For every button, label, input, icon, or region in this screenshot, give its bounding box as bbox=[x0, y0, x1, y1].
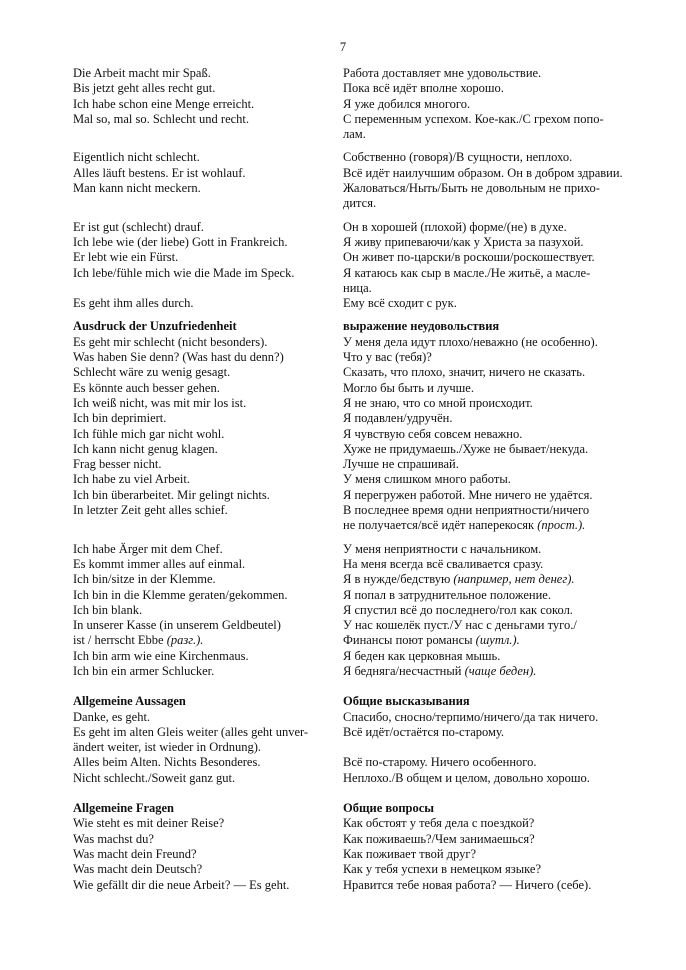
german-line: Ich fühle mich gar nicht wohl. bbox=[73, 426, 225, 441]
spacer bbox=[73, 212, 335, 220]
spacer bbox=[343, 142, 643, 150]
russian-line: У меня неприятности с начальником. bbox=[343, 541, 542, 556]
german-heading: Ausdruck der Unzufriedenheit bbox=[73, 319, 237, 334]
german-line: Ich bin überarbeitet. Mir gelingt nichts. bbox=[73, 487, 270, 502]
german-text: ist / herrscht Ebbe bbox=[73, 633, 167, 648]
russian-line: Я подавлен/удручён. bbox=[343, 411, 453, 426]
russian-line: Работа доставляет мне удовольствие. bbox=[343, 66, 542, 80]
german-line: In unserer Kasse (in unserem Geldbeutel) bbox=[73, 618, 281, 633]
german-line: Danke, es geht. bbox=[73, 709, 151, 724]
russian-heading: выражение неудовольствия bbox=[343, 319, 500, 334]
spacer bbox=[73, 311, 335, 319]
spacer bbox=[73, 142, 335, 150]
russian-line: Как поживаешь?/Чем занимаешься? bbox=[343, 831, 535, 846]
german-line: Mal so, mal so. Schlecht und recht. bbox=[73, 111, 250, 126]
german-line: Was macht dein Deutsch? bbox=[73, 862, 203, 877]
russian-line: Я перегружен работой. Мне ничего не удаётся. bbox=[343, 487, 593, 502]
german-line: Ich habe schon eine Menge erreicht. bbox=[73, 96, 255, 111]
russian-line: Всё идёт/остаётся по-старому. bbox=[343, 724, 505, 739]
spacer bbox=[73, 786, 335, 801]
russian-line: Неплохо./В общем и целом, довольно хорошо. bbox=[343, 770, 590, 785]
german-line: Die Arbeit macht mir Spaß. bbox=[73, 66, 211, 80]
russian-note: (шутл.). bbox=[475, 633, 520, 648]
russian-line: У меня слишком много работы. bbox=[343, 472, 511, 487]
russian-line: Нравится тебе новая работа? — Ничего (себе). bbox=[343, 877, 592, 892]
german-column bbox=[73, 66, 335, 893]
russian-heading: Общие вопросы bbox=[343, 801, 435, 816]
russian-line: Пока всё идёт вполне хорошо. bbox=[343, 81, 504, 96]
german-line: Es könnte auch besser gehen. bbox=[73, 380, 220, 395]
german-line bbox=[73, 633, 335, 648]
german-line: Es geht ihm alles durch. bbox=[73, 296, 194, 311]
russian-column bbox=[343, 66, 643, 893]
page-number: 7 bbox=[339, 40, 347, 54]
spacer bbox=[343, 311, 643, 319]
russian-line: Хуже не придумаешь./Хуже не бывает/некуда. bbox=[343, 441, 589, 456]
russian-line: В последнее время одни неприятности/ничего bbox=[343, 503, 590, 518]
german-line: Ich habe Ärger mit dem Chef. bbox=[73, 541, 223, 556]
russian-line: Он в хорошей (плохой) форме/(не) в духе. bbox=[343, 219, 567, 234]
russian-line: Я живу припеваючи/как у Христа за пазухой. bbox=[343, 234, 584, 249]
russian-line: Я уже добился многого. bbox=[343, 96, 471, 111]
russian-line: Он живет по-царски/в роскоши/роскошествует. bbox=[343, 250, 595, 265]
german-line: Bis jetzt geht alles recht gut. bbox=[73, 81, 216, 96]
german-line: Was haben Sie denn? (Was hast du denn?) bbox=[73, 350, 284, 365]
german-line: Ich weiß nicht, was mit mir los ist. bbox=[73, 395, 247, 410]
spacer bbox=[73, 534, 335, 542]
russian-line: Я спустил всё до последнего/гол как сокол. bbox=[343, 602, 573, 617]
russian-line: Я попал в затруднительное положение. bbox=[343, 587, 551, 602]
german-line: Ich bin blank. bbox=[73, 602, 143, 617]
german-line: Ich lebe wie (der liebe) Gott in Frankreich. bbox=[73, 234, 288, 249]
german-line: In letzter Zeit geht alles schief. bbox=[73, 503, 228, 518]
german-line: Was machst du? bbox=[73, 831, 154, 846]
russian-line: Могло бы быть и лучше. bbox=[343, 380, 474, 395]
german-line: Er lebt wie ein Fürst. bbox=[73, 250, 179, 265]
russian-line: дится. bbox=[343, 196, 377, 211]
german-heading: Allgemeine Aussagen bbox=[73, 694, 186, 709]
russian-note: (чаще беден). bbox=[464, 663, 537, 678]
russian-line: Ему всё сходит с рук. bbox=[343, 296, 457, 311]
russian-line: У нас кошелёк пуст./У нас с деньгами туго./ bbox=[343, 618, 577, 633]
german-line: Ich bin in die Klemme geraten/gekommen. bbox=[73, 587, 288, 602]
russian-text: Я бедняга/несчастный bbox=[343, 663, 465, 678]
russian-line: Спасибо, сносно/терпимо/ничего/да так ничего. bbox=[343, 709, 599, 724]
german-line: Frag besser nicht. bbox=[73, 457, 162, 472]
german-line: Wie steht es mit deiner Reise? bbox=[73, 816, 225, 831]
german-line: Wie gefällt dir die neue Arbeit? — Es geht. bbox=[73, 877, 290, 892]
german-line: Schlecht wäre zu wenig gesagt. bbox=[73, 365, 231, 380]
german-line: Ich bin/sitze in der Klemme. bbox=[73, 572, 216, 587]
russian-line: Я чувствую себя совсем неважно. bbox=[343, 426, 523, 441]
spacer bbox=[343, 786, 643, 801]
russian-line: Как у тебя успехи в немецком языке? bbox=[343, 862, 542, 877]
russian-line: Всё идёт наилучшим образом. Он в добром здравии. bbox=[343, 165, 623, 180]
russian-line: лам. bbox=[343, 127, 366, 142]
russian-line: На меня всегда всё сваливается сразу. bbox=[343, 556, 544, 571]
german-line: Es geht mir schlecht (nicht besonders). bbox=[73, 334, 268, 349]
german-line: Nicht schlecht./Soweit ganz gut. bbox=[73, 770, 236, 785]
german-line: Eigentlich nicht schlecht. bbox=[73, 150, 200, 165]
russian-note: (например, нет денег). bbox=[453, 572, 575, 587]
russian-line bbox=[343, 572, 643, 587]
german-line bbox=[73, 127, 335, 142]
spacer bbox=[343, 212, 643, 220]
russian-line: У меня дела идут плохо/неважно (не особенно). bbox=[343, 334, 598, 349]
russian-line: Я беден как церковная мышь. bbox=[343, 648, 501, 663]
german-line bbox=[73, 518, 335, 533]
german-line: Ich bin ein armer Schlucker. bbox=[73, 663, 215, 678]
russian-line: С переменным успехом. Кое-как./С грехом попо- bbox=[343, 111, 604, 126]
german-line: Er ist gut (schlecht) drauf. bbox=[73, 219, 204, 234]
russian-text: не получается/всё идёт наперекосяк bbox=[343, 518, 538, 533]
german-line: Es geht im alten Gleis weiter (alles geht unver- bbox=[73, 724, 309, 739]
russian-line: Сказать, что плохо, значит, ничего не сказать. bbox=[343, 365, 586, 380]
russian-line: Всё по-старому. Ничего особенного. bbox=[343, 755, 537, 770]
russian-line bbox=[343, 664, 643, 679]
russian-line: Как обстоят у тебя дела с поездкой? bbox=[343, 816, 535, 831]
spacer bbox=[343, 534, 643, 542]
russian-line: ница. bbox=[343, 280, 372, 295]
russian-heading: Общие высказывания bbox=[343, 694, 470, 709]
russian-line: Собственно (говоря)/В сущности, неплохо. bbox=[343, 150, 573, 165]
russian-note: (прост.). bbox=[537, 518, 586, 533]
german-line bbox=[73, 281, 335, 296]
russian-line bbox=[343, 740, 643, 755]
russian-line: Что у вас (тебя)? bbox=[343, 350, 432, 365]
russian-line: Лучше не спрашивай. bbox=[343, 457, 459, 472]
russian-line: Жаловаться/Ныть/Быть не довольным не прихо- bbox=[343, 181, 600, 196]
russian-line: Я катаюсь как сыр в масле./Не житьё, а масле- bbox=[343, 265, 591, 280]
russian-line bbox=[343, 518, 643, 533]
german-line: Alles beim Alten. Nichts Besonderes. bbox=[73, 755, 261, 770]
german-line: Ich bin arm wie eine Kirchenmaus. bbox=[73, 648, 249, 663]
german-line: Ich habe zu viel Arbeit. bbox=[73, 472, 190, 487]
russian-line bbox=[343, 633, 643, 648]
russian-text: Финансы поют романсы bbox=[343, 633, 476, 648]
spacer bbox=[343, 679, 643, 694]
german-line: Ich kann nicht genug klagen. bbox=[73, 441, 218, 456]
russian-text: Я в нужде/бедствую bbox=[343, 572, 454, 587]
german-line: Was macht dein Freund? bbox=[73, 846, 197, 861]
german-line bbox=[73, 196, 335, 211]
german-line: ändert weiter, ist wieder in Ordnung). bbox=[73, 740, 261, 755]
russian-line: Я не знаю, что со мной происходит. bbox=[343, 395, 533, 410]
german-line: Man kann nicht meckern. bbox=[73, 181, 201, 196]
german-line: Es kommt immer alles auf einmal. bbox=[73, 556, 246, 571]
german-line: Alles läuft bestens. Er ist wohlauf. bbox=[73, 165, 246, 180]
german-line: Ich bin deprimiert. bbox=[73, 411, 167, 426]
german-heading: Allgemeine Fragen bbox=[73, 801, 175, 816]
russian-line: Как поживает твой друг? bbox=[343, 846, 477, 861]
german-note: (разг.). bbox=[166, 633, 204, 648]
spacer bbox=[73, 679, 335, 694]
german-line: Ich lebe/fühle mich wie die Made im Speck. bbox=[73, 265, 295, 280]
